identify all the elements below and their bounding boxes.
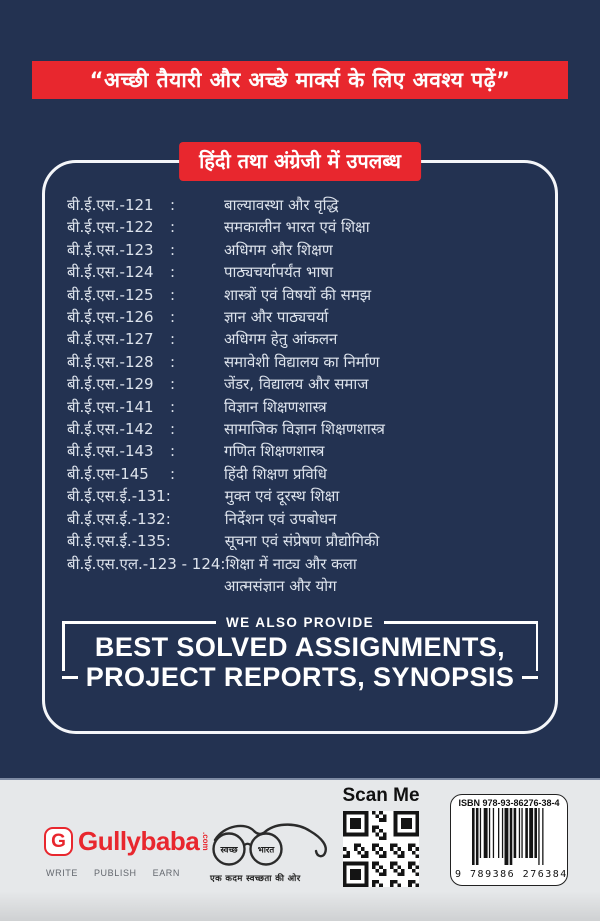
course-separator: : bbox=[170, 352, 176, 371]
availability-badge bbox=[179, 142, 421, 181]
lens-right-text: भारत bbox=[257, 845, 275, 856]
course-separator: : bbox=[170, 218, 176, 237]
quote-text: “अच्छी तैयारी और अच्छे मार्क्स के लिए अवश्य पढ़ें” bbox=[89, 68, 511, 92]
course-separator: : bbox=[170, 397, 176, 416]
course-name: हिंदी शिक्षण प्रविधि bbox=[224, 464, 327, 483]
course-separator: : bbox=[170, 308, 176, 327]
promo-line-2: PROJECT REPORTS, SYNOPSIS bbox=[85, 662, 515, 692]
course-name: मुक्त एवं दूरस्थ शिक्षा bbox=[224, 487, 340, 506]
quote-banner bbox=[32, 61, 568, 99]
course-code: बी.ई.एस.ई.-135: bbox=[67, 532, 171, 551]
promo-kicker-row bbox=[62, 615, 538, 630]
course-separator: : bbox=[170, 442, 176, 461]
availability-text: हिंदी तथा अंग्रेजी में उपलब्ध bbox=[199, 149, 401, 173]
course-code: बी.ई.एस.एल.-123 - 124: bbox=[67, 554, 226, 573]
course-row bbox=[67, 284, 547, 306]
promo-line-2-row bbox=[62, 662, 538, 693]
course-row bbox=[67, 508, 547, 530]
course-row bbox=[67, 373, 547, 395]
promo-line-1: BEST SOLVED ASSIGNMENTS, bbox=[94, 632, 506, 662]
barcode-digits: 9 789386 276384 bbox=[455, 869, 568, 880]
course-code: बी.ई.एस.-129 bbox=[67, 375, 154, 394]
course-row bbox=[67, 485, 547, 507]
course-name: जेंडर, विद्यालय और समाज bbox=[224, 375, 369, 394]
publish-label: PUBLISH bbox=[93, 868, 137, 878]
course-code: बी.ई.एस.ई.-132: bbox=[67, 509, 171, 528]
course-name: विज्ञान शिक्षणशास्त्र bbox=[224, 397, 327, 416]
publisher-g-mark-icon: G bbox=[44, 827, 73, 856]
kicker-rule-left bbox=[62, 621, 216, 624]
course-row-continuation: आत्मसंज्ञान और योग bbox=[224, 576, 337, 595]
course-code: बी.ई.एस.-128 bbox=[67, 352, 154, 371]
course-separator: : bbox=[170, 240, 176, 259]
course-name: अधिगम और शिक्षण bbox=[224, 240, 333, 259]
course-list-panel bbox=[42, 160, 558, 734]
course-row bbox=[67, 463, 547, 485]
course-name: ज्ञान और पाठ्यचर्या bbox=[224, 308, 329, 327]
isbn-box bbox=[450, 794, 568, 886]
course-name: गणित शिक्षणशास्त्र bbox=[224, 442, 325, 461]
course-code: बी.ई.एस.-143 bbox=[67, 442, 154, 461]
course-code: बी.ई.एस.-124 bbox=[67, 263, 154, 282]
course-separator bbox=[171, 530, 225, 552]
course-code: बी.ई.एस.-125 bbox=[67, 285, 154, 304]
kicker-rule-right bbox=[384, 621, 538, 624]
course-separator: : bbox=[170, 263, 176, 282]
course-name: शास्त्रों एवं विषयों की समझ bbox=[224, 285, 372, 304]
course-row bbox=[67, 418, 547, 440]
line2-rule-right bbox=[522, 676, 538, 679]
footer bbox=[0, 778, 600, 921]
course-row bbox=[67, 328, 547, 350]
course-separator: : bbox=[170, 196, 176, 214]
barcode-icon bbox=[457, 808, 561, 866]
course-row bbox=[67, 553, 547, 575]
course-separator: : bbox=[170, 375, 176, 394]
course-name: निर्देशन एवं उपबोधन bbox=[224, 509, 337, 528]
course-name: सामाजिक विज्ञान शिक्षणशास्त्र bbox=[224, 420, 385, 439]
course-name: समकालीन भारत एवं शिक्षा bbox=[224, 218, 370, 237]
course-name: समावेशी विद्यालय का निर्माण bbox=[224, 352, 380, 371]
course-code: बी.ई.एस.-126 bbox=[67, 308, 154, 327]
course-list bbox=[67, 194, 547, 597]
course-row bbox=[67, 261, 547, 283]
scan-me-block bbox=[336, 785, 426, 891]
course-row bbox=[67, 440, 547, 462]
course-code: बी.ई.एस.-142 bbox=[67, 420, 154, 439]
swachh-bharat-logo bbox=[204, 820, 338, 884]
publisher-logo bbox=[44, 826, 210, 878]
earn-label: EARN bbox=[152, 868, 180, 878]
course-separator bbox=[171, 485, 225, 507]
course-row bbox=[67, 239, 547, 261]
course-separator bbox=[171, 508, 225, 530]
course-code: बी.ई.एस.-121 bbox=[67, 196, 154, 214]
course-row bbox=[67, 351, 547, 373]
publisher-tagline bbox=[46, 868, 180, 878]
promo-kicker: WE ALSO PROVIDE bbox=[226, 615, 375, 630]
isbn-label: ISBN 978-93-86276-38-4 bbox=[458, 798, 560, 808]
course-row bbox=[67, 216, 547, 238]
course-code: बी.ई.एस.-127 bbox=[67, 330, 154, 349]
course-code: बी.ई.एस.-141 bbox=[67, 397, 154, 416]
qr-code bbox=[343, 811, 419, 887]
course-name: अधिगम हेतु आंकलन bbox=[224, 330, 338, 349]
course-name: बाल्यावस्था और वृद्धि bbox=[224, 196, 339, 214]
course-code: बी.ई.एस.-122 bbox=[67, 218, 154, 237]
line2-rule-left bbox=[62, 676, 78, 679]
course-row bbox=[67, 306, 547, 328]
swachh-tagline: एक कदम स्वच्छता की ओर bbox=[210, 874, 301, 884]
course-row bbox=[67, 194, 547, 216]
course-separator: : bbox=[170, 285, 176, 304]
course-row bbox=[67, 396, 547, 418]
course-code: बी.ई.एस.ई.-131: bbox=[67, 487, 171, 506]
promo-frame bbox=[62, 615, 538, 692]
scan-me-label: Scan Me bbox=[342, 785, 420, 806]
course-separator: : bbox=[170, 420, 176, 439]
course-row bbox=[67, 530, 547, 552]
course-code: बी.ई.एस-145 bbox=[67, 464, 149, 483]
course-name: सूचना एवं संप्रेषण प्रौद्योगिकी bbox=[224, 532, 380, 551]
glasses-icon bbox=[204, 820, 338, 868]
write-label: WRITE bbox=[46, 868, 78, 878]
lens-left-text: स्वच्छ bbox=[220, 845, 238, 856]
course-name: पाठ्यचर्यापर्यंत भाषा bbox=[224, 263, 333, 282]
course-separator: : bbox=[170, 330, 176, 349]
course-name: शिक्षा में नाट्य और कला bbox=[225, 554, 357, 573]
course-separator: : bbox=[170, 464, 176, 483]
publisher-domain-suffix: .com bbox=[201, 832, 211, 851]
publisher-name: Gullybaba bbox=[78, 826, 200, 856]
course-code: बी.ई.एस.-123 bbox=[67, 240, 154, 259]
